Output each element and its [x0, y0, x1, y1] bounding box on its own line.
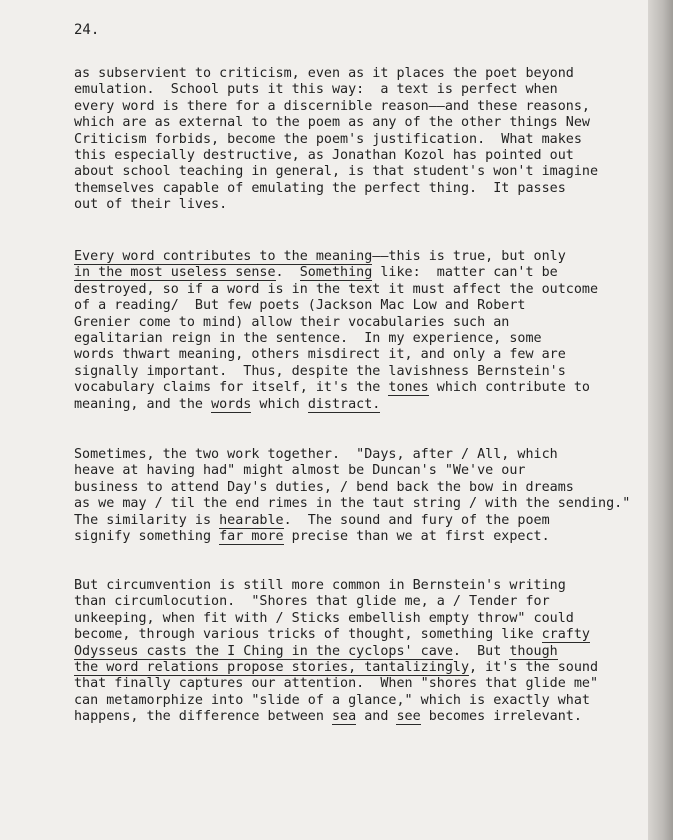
text-line: Criticism forbids, become the poem's justification. What makes — [74, 131, 582, 147]
text-line: become, through various tricks of thought, something like crafty — [74, 627, 590, 643]
text-line: Odysseus casts the I Ching in the cyclops' cave. But though — [74, 643, 558, 659]
text-line: egalitarian reign in the sentence. In my experience, some — [74, 331, 542, 347]
text-line: business to attend Day's duties, / bend back the bow in dreams — [74, 479, 574, 495]
text-line: which are as external to the poem as any of the other things New — [74, 115, 590, 131]
text-line: vocabulary claims for itself, it's the tones which contribute to — [74, 380, 590, 396]
text-line: Every word contributes to the meaning——this is true, but only — [74, 249, 566, 264]
text-line: heave at having had" might almost be Duncan's "We've our — [74, 463, 526, 479]
text-line: signally important. Thus, despite the lavishness Bernstein's — [74, 363, 566, 379]
paragraph-2 — [74, 249, 639, 413]
paragraph-1 — [74, 66, 639, 214]
text-line: emulation. School puts it this way: a text is perfect when — [74, 82, 558, 98]
text-line: about school teaching in general, is that student's won't imagine — [74, 164, 599, 180]
text-line: the word relations propose stories, tantalizingly, it's the sound — [74, 660, 599, 676]
text-line: words thwart meaning, others misdirect it, and only a few are — [74, 347, 566, 363]
text-line: Sometimes, the two work together. "Days, after / All, which — [74, 447, 558, 462]
text-line: that finally captures our attention. When "shores that glide me" — [74, 676, 599, 692]
text-line: can metamorphize into "slide of a glance," which is exactly what — [74, 692, 590, 708]
text-line: than circumlocution. "Shores that glide me, a / Tender for — [74, 594, 550, 610]
paragraph-4 — [74, 578, 639, 726]
text-line: happens, the difference between sea and see becomes irrelevant. — [74, 709, 582, 725]
text-line: every word is there for a discernible reason——and these reasons, — [74, 98, 590, 114]
text-line: The similarity is hearable. The sound and fury of the poem — [74, 512, 550, 528]
text-line: destroyed, so if a word is in the text it must affect the outcome — [74, 281, 599, 297]
text-line: meaning, and the words which distract. — [74, 396, 381, 412]
text-line: of a reading/ But few poets (Jackson Mac Low and Robert — [74, 298, 526, 314]
text-line: unkeeping, when fit with / Sticks embellish empty throw" could — [74, 610, 574, 626]
text-line: signify something far more precise than we at first expect. — [74, 529, 550, 545]
text-line: in the most useless sense. Something like: matter can't be — [74, 265, 558, 281]
text-line: this especially destructive, as Jonathan Kozol has pointed out — [74, 148, 574, 164]
paragraph-3 — [74, 447, 639, 545]
text-line: as subservient to criticism, even as it places the poet beyond — [74, 66, 574, 81]
text-line: out of their lives. — [74, 197, 228, 213]
text-line: themselves capable of emulating the perfect thing. It passes — [74, 180, 566, 196]
text-line: as we may / til the end rimes in the taut string / with the sending." — [74, 496, 631, 512]
book-spine-shadow — [648, 0, 673, 840]
text-line: Grenier come to mind) allow their vocabularies such an — [74, 314, 510, 330]
text-line: But circumvention is still more common in Bernstein's writing — [74, 578, 566, 593]
page-number: 24. — [74, 22, 100, 38]
